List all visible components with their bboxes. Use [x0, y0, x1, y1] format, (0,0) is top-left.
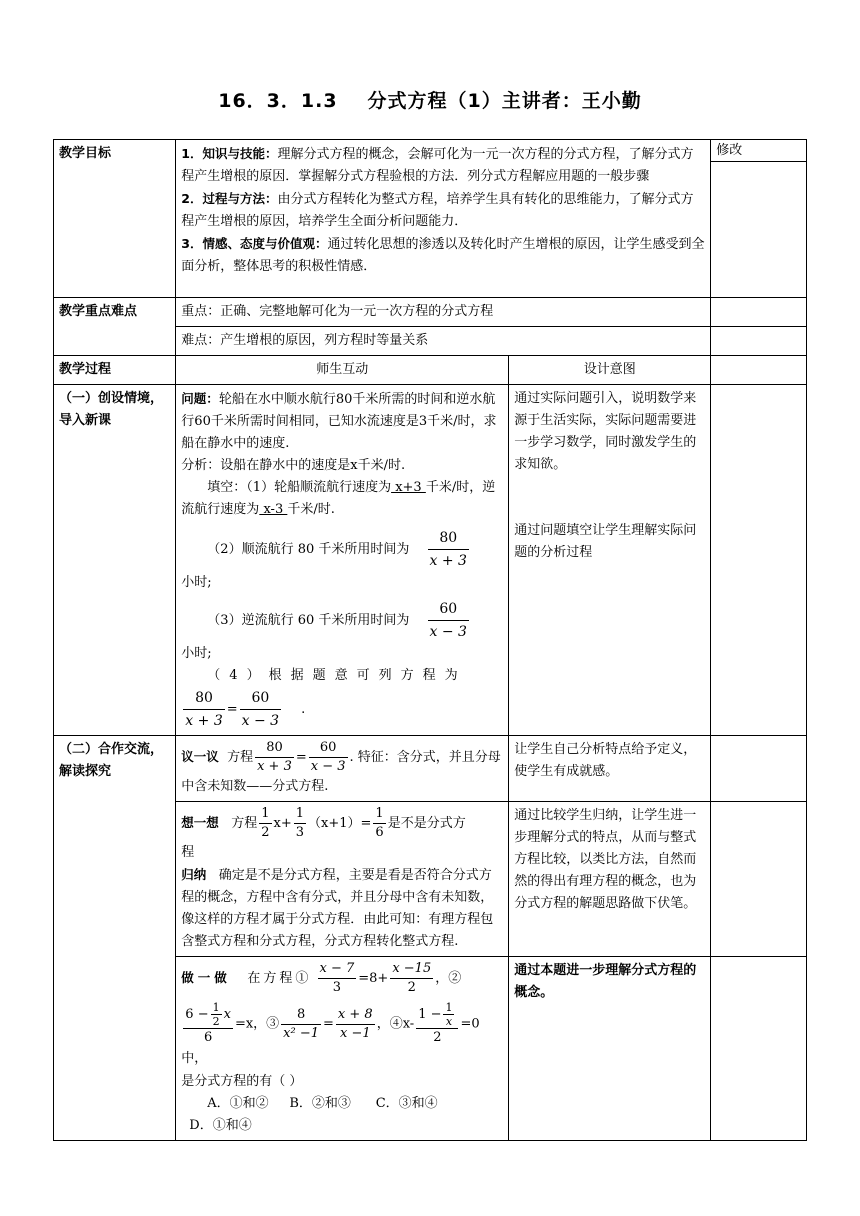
goal1-text: 理解分式方程的概念，会解可化为一元一次方程的分式方程，了解分式方程产生增根的原因．掌握解分式方程验根的方法．列分式方程解应用题的一般步骤 — [181, 147, 694, 184]
equation-4-left: 1 − $\frac{1}{x}$ 2 — [416, 1001, 458, 1047]
think-label: 想一想 — [181, 815, 219, 830]
think-intent: 通过比较学生归纳，让学生进一步理解分式的特点，从而与整式方程比较，以类比方法，自然而然的得出有理方程的概念，也为分式方程的解题思路做下伏笔。 — [509, 802, 711, 957]
goal1-label: 1．知识与技能： — [181, 146, 278, 161]
focus-row-1 — [54, 298, 807, 327]
fill-text-c: 千米/时. — [287, 502, 335, 517]
difficulty-point: 难点：产生增根的原因，列方程时等量关系 — [176, 327, 711, 356]
title-text: 分式方程（1）主讲者：王小勤 — [367, 90, 642, 112]
do-label: 做一做 — [181, 970, 231, 985]
section2-discuss-row — [54, 736, 807, 802]
do-question: 是分式方程的有（ ） — [181, 1074, 303, 1089]
goals-content — [176, 140, 711, 298]
revise-cell — [711, 327, 807, 356]
option-b: B．②和③ — [289, 1096, 351, 1111]
page-title — [0, 86, 860, 113]
discuss-intent: 让学生自己分析特点给予定义，使学生有成就感。 — [509, 736, 711, 802]
goal3-text: 通过转化思想的渗透以及转化时产生增根的原因，让学生感受到全面分析，整体思考的积极性情感． — [181, 237, 705, 274]
revise-cell — [711, 356, 807, 385]
focus-header: 教学重点难点 — [54, 298, 176, 356]
lesson-plan-table — [53, 139, 807, 1141]
fill-answer-2: x-3 — [259, 502, 288, 517]
summary-text: 确定是不是分式方程，主要是看是否符合分式方程的概念，方程中含有分式，并且分母中含有未知数，像这样的方程才属于分式方程．由此可知：有理方程包含整式方程和分式方程，分式方程转化整式方程. — [181, 868, 494, 949]
process-header-row — [54, 356, 807, 385]
goal2-label: 2．过程与方法： — [181, 191, 278, 206]
revise-cell — [711, 736, 807, 802]
revise-column — [711, 140, 807, 298]
intent-2: 通过问题填空让学生理解实际问题的分析过程 — [514, 523, 697, 560]
think-pre: 方程 — [231, 816, 258, 831]
fraction-one-sixth: $\frac{1}{6}$ — [375, 806, 384, 840]
revise-cell — [711, 802, 807, 957]
revise-cell — [711, 957, 807, 1141]
goal2-text: 由分式方程转化为整式方程，培养学生具有转化的思维能力，了解分式方程产生增根的原因，培养学生全面分析问题能力． — [181, 192, 694, 229]
do-pre: 在方程① — [247, 971, 312, 986]
question-3-tail: 小时; — [181, 646, 212, 661]
goal3-label: 3．情感、态度与价值观： — [181, 236, 328, 251]
fraction-80-over-x-plus-3: $\frac{80}{x + 3}$ — [183, 687, 224, 732]
title-number: 16．3．1.3 — [218, 90, 338, 112]
analysis-text: 分析：设船在静水中的速度是x千米/时. — [181, 458, 406, 473]
think-end: 程 — [181, 845, 195, 860]
equation-2-left: 6 − $\frac{1}{2}$ x 6 — [185, 1001, 231, 1045]
fraction-one-third: $\frac{1}{3}$ — [295, 806, 305, 840]
do-content: 做一做 在方程① $\frac{x - 7}{3}$ =8+ $\frac{x -15}{2}$ ，② 6 − $\frac{1}{2}$ x 6 =x，③ $\frac{8}{\text{x² −1}}$ = $\frac{x + 8}{x -1}$ ，④x- 1 − $\frac{1}{x}$ 2 =0 中， 是分式方程的有（ ） A．①和② B．②和③ C．③和④ D．①和④ — [176, 957, 509, 1141]
fill-text-a: 填空：（1）轮船顺流航行速度为 — [207, 480, 392, 495]
section2-header: （二）合作交流，解读探究 — [54, 736, 176, 1141]
option-d: D．①和④ — [189, 1118, 252, 1133]
revise-cell — [711, 385, 807, 736]
question-3: （3）逆流航行 60 千米所用时间为 — [207, 613, 410, 628]
fraction-80-over-x-plus-3: $\frac{80}{x + 3}$ — [257, 740, 292, 774]
options-line — [181, 1093, 503, 1115]
process-header: 教学过程 — [54, 356, 176, 385]
option-a: A．①和② — [207, 1096, 269, 1111]
key-point: 重点：正确、完整地解可化为一元一次方程的分式方程 — [176, 298, 711, 327]
fraction-one-half: $\frac{1}{2}$ — [261, 806, 270, 840]
fraction-80-over-x-plus-3: $\frac{80}{x + 3}$ — [428, 527, 469, 572]
section1-row — [54, 385, 807, 736]
fraction-60-over-x-minus-3: $\frac{60}{x - 3}$ — [310, 740, 346, 774]
intent-1: 通过实际问题引入，说明数学来源于生活实际，实际问题需要进一步学习数学，同时激发学生的求知欲。 — [514, 391, 697, 472]
section1-content — [176, 385, 509, 736]
discuss-label: 议一议 — [181, 749, 219, 764]
fill-answer-1: x+3 — [391, 480, 426, 495]
option-c: C．③和④ — [375, 1096, 438, 1111]
interaction-col-header: 师生互动 — [176, 356, 509, 385]
goals-row — [54, 140, 807, 298]
equation-1-left: $\frac{x - 7}{3}$ — [319, 961, 355, 995]
equation-1-right: $\frac{x -15}{2}$ — [392, 961, 432, 995]
discuss-content: 议一议 方程 $\frac{80}{x + 3}$ = $\frac{60}{x - 3}$ . 特征：含分式，并且分母中含未知数——分式方程. — [176, 736, 509, 802]
equation-3-left: $\frac{8}{\text{x² −1}}$ — [283, 1006, 320, 1041]
equation-3-right: $\frac{x + 8}{x -1}$ — [337, 1006, 373, 1041]
fraction-60-over-x-minus-3: $\frac{60}{x - 3}$ — [428, 598, 469, 643]
do-intent: 通过本题进一步理解分式方程的概念。 — [509, 957, 711, 1141]
section1-intent — [509, 385, 711, 736]
discuss-post: . 特征：含分式，并且分母中含未知数——分式方程. — [181, 750, 501, 794]
summary-label: 归纳 — [181, 867, 207, 882]
question-2: （2）顺流航行 80 千米所用时间为 — [207, 542, 410, 557]
equation-line: $\frac{80}{x + 3}$ = $\frac{60}{x - 3}$ . — [181, 687, 503, 732]
fill-text-b: 千米/时，逆流航行速度为 — [181, 480, 496, 517]
goals-header: 教学目标 — [54, 140, 176, 298]
question-2-tail: 小时; — [181, 575, 212, 590]
fraction-60-over-x-minus-3: $\frac{60}{x - 3}$ — [240, 687, 281, 732]
intent-col-header: 设计意图 — [509, 356, 711, 385]
discuss-pre: 方程 — [227, 750, 254, 765]
problem-label: 问题： — [181, 391, 219, 406]
question-4: （4）根据题意可列方程为 — [207, 668, 467, 683]
revise-cell — [711, 298, 807, 327]
section1-header: （一）创设情境，导入新课 — [54, 385, 176, 736]
problem-text: 轮船在水中顺水航行80千米所需的时间和逆水航行60千米所需时间相同，已知水流速度是3千米/时，求船在静水中的速度. — [181, 392, 497, 451]
think-content: 想一想 方程 $\frac{1}{2}$ x+ $\frac{1}{3}$ （x+1）= $\frac{1}{6}$ 是不是分式方 程 归纳 确定是不是分式方程，主要是看是否符合分式方程的概念，方程中含有分式，并且分母中含有未知数，像这样的方程才属于分式方程．由此可知：有理方程包含整式方程和分式方程，分式方程转化整式方程. — [176, 802, 509, 957]
revise-header: 修改 — [711, 140, 806, 162]
